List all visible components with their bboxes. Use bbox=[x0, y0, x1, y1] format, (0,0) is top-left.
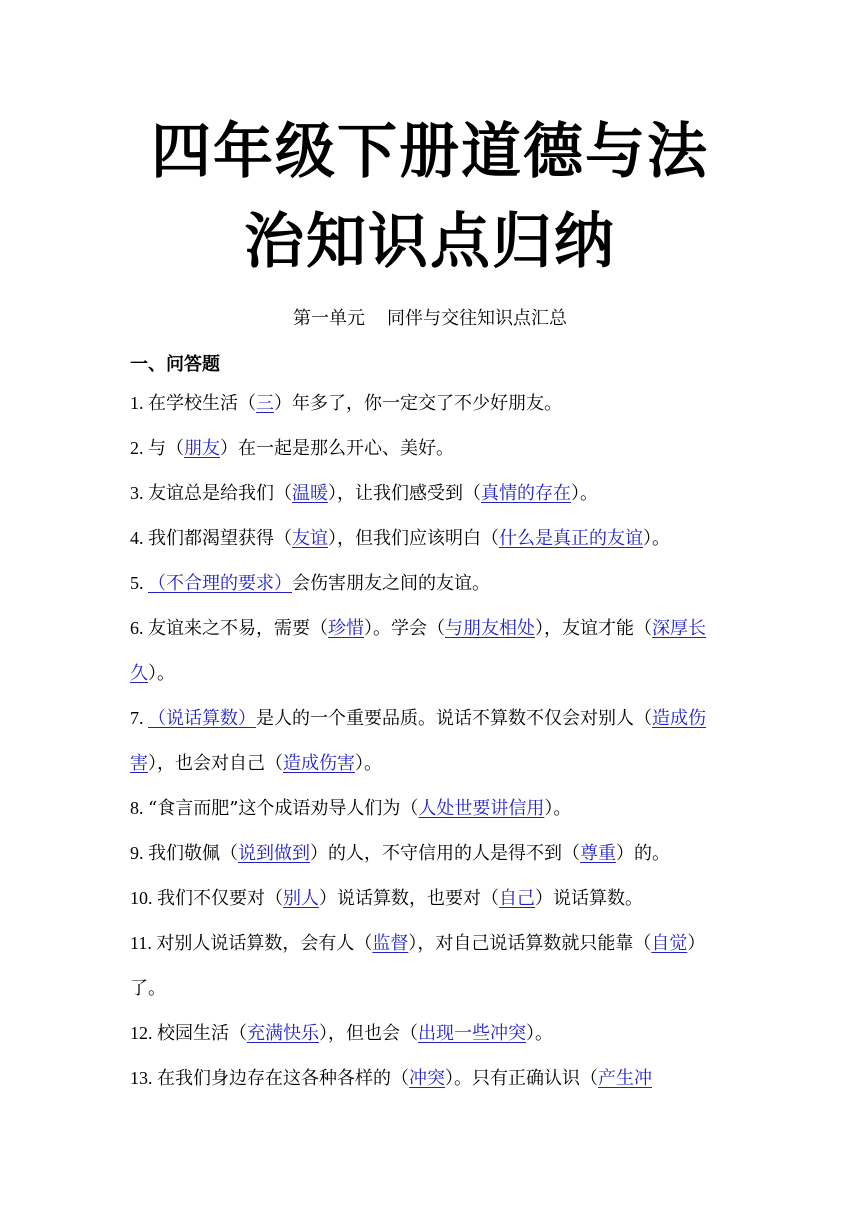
question-number: 4. bbox=[130, 528, 148, 548]
question-item bbox=[130, 831, 732, 876]
answer-text: 自己 bbox=[499, 888, 535, 909]
question-number: 12. bbox=[130, 1023, 157, 1043]
answer-text: 冲突 bbox=[409, 1068, 445, 1089]
answer-text: 温暖 bbox=[292, 483, 328, 504]
question-text: ），对自己说话算数就只能靠（ bbox=[408, 933, 652, 954]
answer-text: 说到做到 bbox=[238, 843, 310, 864]
question-text: ）说话算数，也要对（ bbox=[319, 888, 499, 909]
question-text: ），让我们感受到（ bbox=[328, 483, 481, 504]
question-text: 友谊来之不易，需要（ bbox=[148, 618, 328, 639]
answer-text: 什么是真正的友谊 bbox=[499, 528, 643, 549]
answer-text: 与朋友相处 bbox=[445, 618, 535, 639]
question-number: 3. bbox=[130, 483, 148, 503]
question-text: ），但也会（ bbox=[319, 1023, 418, 1044]
answer-text: 自觉 bbox=[651, 933, 688, 954]
unit-name: 第一单元 bbox=[293, 308, 365, 329]
question-text: 在学校生活（ bbox=[148, 393, 256, 414]
section-heading: 一、问答题 bbox=[130, 354, 220, 375]
unit-topic: 同伴与交往知识点汇总 bbox=[387, 308, 567, 329]
answer-text: 三 bbox=[256, 393, 274, 414]
question-text: ）年多了，你一定交了不少好朋友。 bbox=[274, 393, 562, 414]
question-text: ）在一起是那么开心、美好。 bbox=[220, 438, 454, 459]
question-list bbox=[130, 381, 732, 1101]
answer-text: 友谊 bbox=[292, 528, 328, 549]
question-text: ）说话算数。 bbox=[535, 888, 643, 909]
question-text: ），也会对自己（ bbox=[148, 753, 283, 774]
question-number: 7. bbox=[130, 708, 148, 728]
question-text: 校园生活（ bbox=[157, 1023, 247, 1044]
answer-text: 产生冲 bbox=[598, 1068, 652, 1089]
question-item bbox=[130, 786, 732, 831]
question-item bbox=[130, 516, 732, 561]
question-text: ）。 bbox=[544, 798, 572, 819]
question-text: ），友谊才能（ bbox=[535, 618, 652, 639]
answer-text: 造成伤害 bbox=[283, 753, 355, 774]
question-item bbox=[130, 921, 732, 1011]
answer-text: 充满快乐 bbox=[247, 1023, 319, 1044]
question-text: 在我们身边存在这各种各样的（ bbox=[157, 1068, 409, 1089]
question-text: 对别人说话算数，会有人（ bbox=[156, 933, 373, 954]
question-item bbox=[130, 696, 732, 786]
answer-text: 监督 bbox=[372, 933, 409, 954]
question-number: 13. bbox=[130, 1068, 157, 1088]
question-item bbox=[130, 381, 732, 426]
answer-text: 人处世要讲信用 bbox=[418, 798, 545, 819]
unit-heading bbox=[0, 304, 860, 330]
question-text: ）。 bbox=[643, 528, 670, 549]
question-text: ）。 bbox=[355, 753, 382, 774]
question-text: 会伤害朋友之间的友谊。 bbox=[292, 573, 490, 594]
question-item bbox=[130, 426, 732, 471]
answer-text: 朋友 bbox=[184, 438, 220, 459]
answer-text: 深厚长久 bbox=[130, 618, 706, 684]
question-number: 2. bbox=[130, 438, 148, 458]
question-text: 与（ bbox=[148, 438, 184, 459]
question-text: 我们都渴望获得（ bbox=[148, 528, 292, 549]
question-text: ）。 bbox=[571, 483, 598, 504]
question-text: 我们敬佩（ bbox=[148, 843, 238, 864]
document-title-line-1: 四年级下册道德与法 bbox=[151, 117, 709, 187]
question-number: 9. bbox=[130, 843, 148, 863]
question-number: 10. bbox=[130, 888, 157, 908]
question-item bbox=[130, 606, 732, 696]
question-item bbox=[130, 1056, 732, 1101]
question-text: ），但我们应该明白（ bbox=[328, 528, 499, 549]
question-number: 1. bbox=[130, 393, 148, 413]
question-item bbox=[130, 561, 732, 606]
question-text: 是人的一个重要品质。说话不算数不仅会对别人（ bbox=[256, 708, 652, 729]
question-item bbox=[130, 876, 732, 921]
question-text: ）的人，不守信用的人是得不到（ bbox=[310, 843, 580, 864]
question-number: 8. bbox=[130, 798, 148, 818]
question-text: 我们不仅要对（ bbox=[157, 888, 283, 909]
answer-text: （说话算数） bbox=[148, 708, 256, 729]
answer-text: （不合理的要求） bbox=[148, 573, 292, 594]
question-text: ）的。 bbox=[616, 843, 670, 864]
question-text: ）。学会（ bbox=[364, 618, 445, 639]
answer-text: 珍惜 bbox=[328, 618, 364, 639]
answer-text: 造成伤害 bbox=[130, 708, 706, 774]
answer-text: 真情的存在 bbox=[481, 483, 571, 504]
question-text: ）了。 bbox=[130, 933, 706, 999]
question-number: 11. bbox=[130, 933, 157, 953]
question-number: 5. bbox=[130, 573, 148, 593]
question-text: ）。只有正确认识（ bbox=[445, 1068, 598, 1089]
question-item bbox=[130, 471, 732, 516]
document-title-line-2: 治知识点归纳 bbox=[244, 207, 616, 277]
answer-text: 出现一些冲突 bbox=[418, 1023, 526, 1044]
question-item bbox=[130, 1011, 732, 1056]
answer-text: 尊重 bbox=[580, 843, 616, 864]
question-text: ）。 bbox=[148, 663, 175, 684]
question-number: 6. bbox=[130, 618, 148, 638]
answer-text: 别人 bbox=[283, 888, 319, 909]
question-text: “食言而肥”这个成语劝导人们为（ bbox=[148, 798, 419, 819]
question-text: ）。 bbox=[526, 1023, 553, 1044]
question-text: 友谊总是给我们（ bbox=[148, 483, 292, 504]
